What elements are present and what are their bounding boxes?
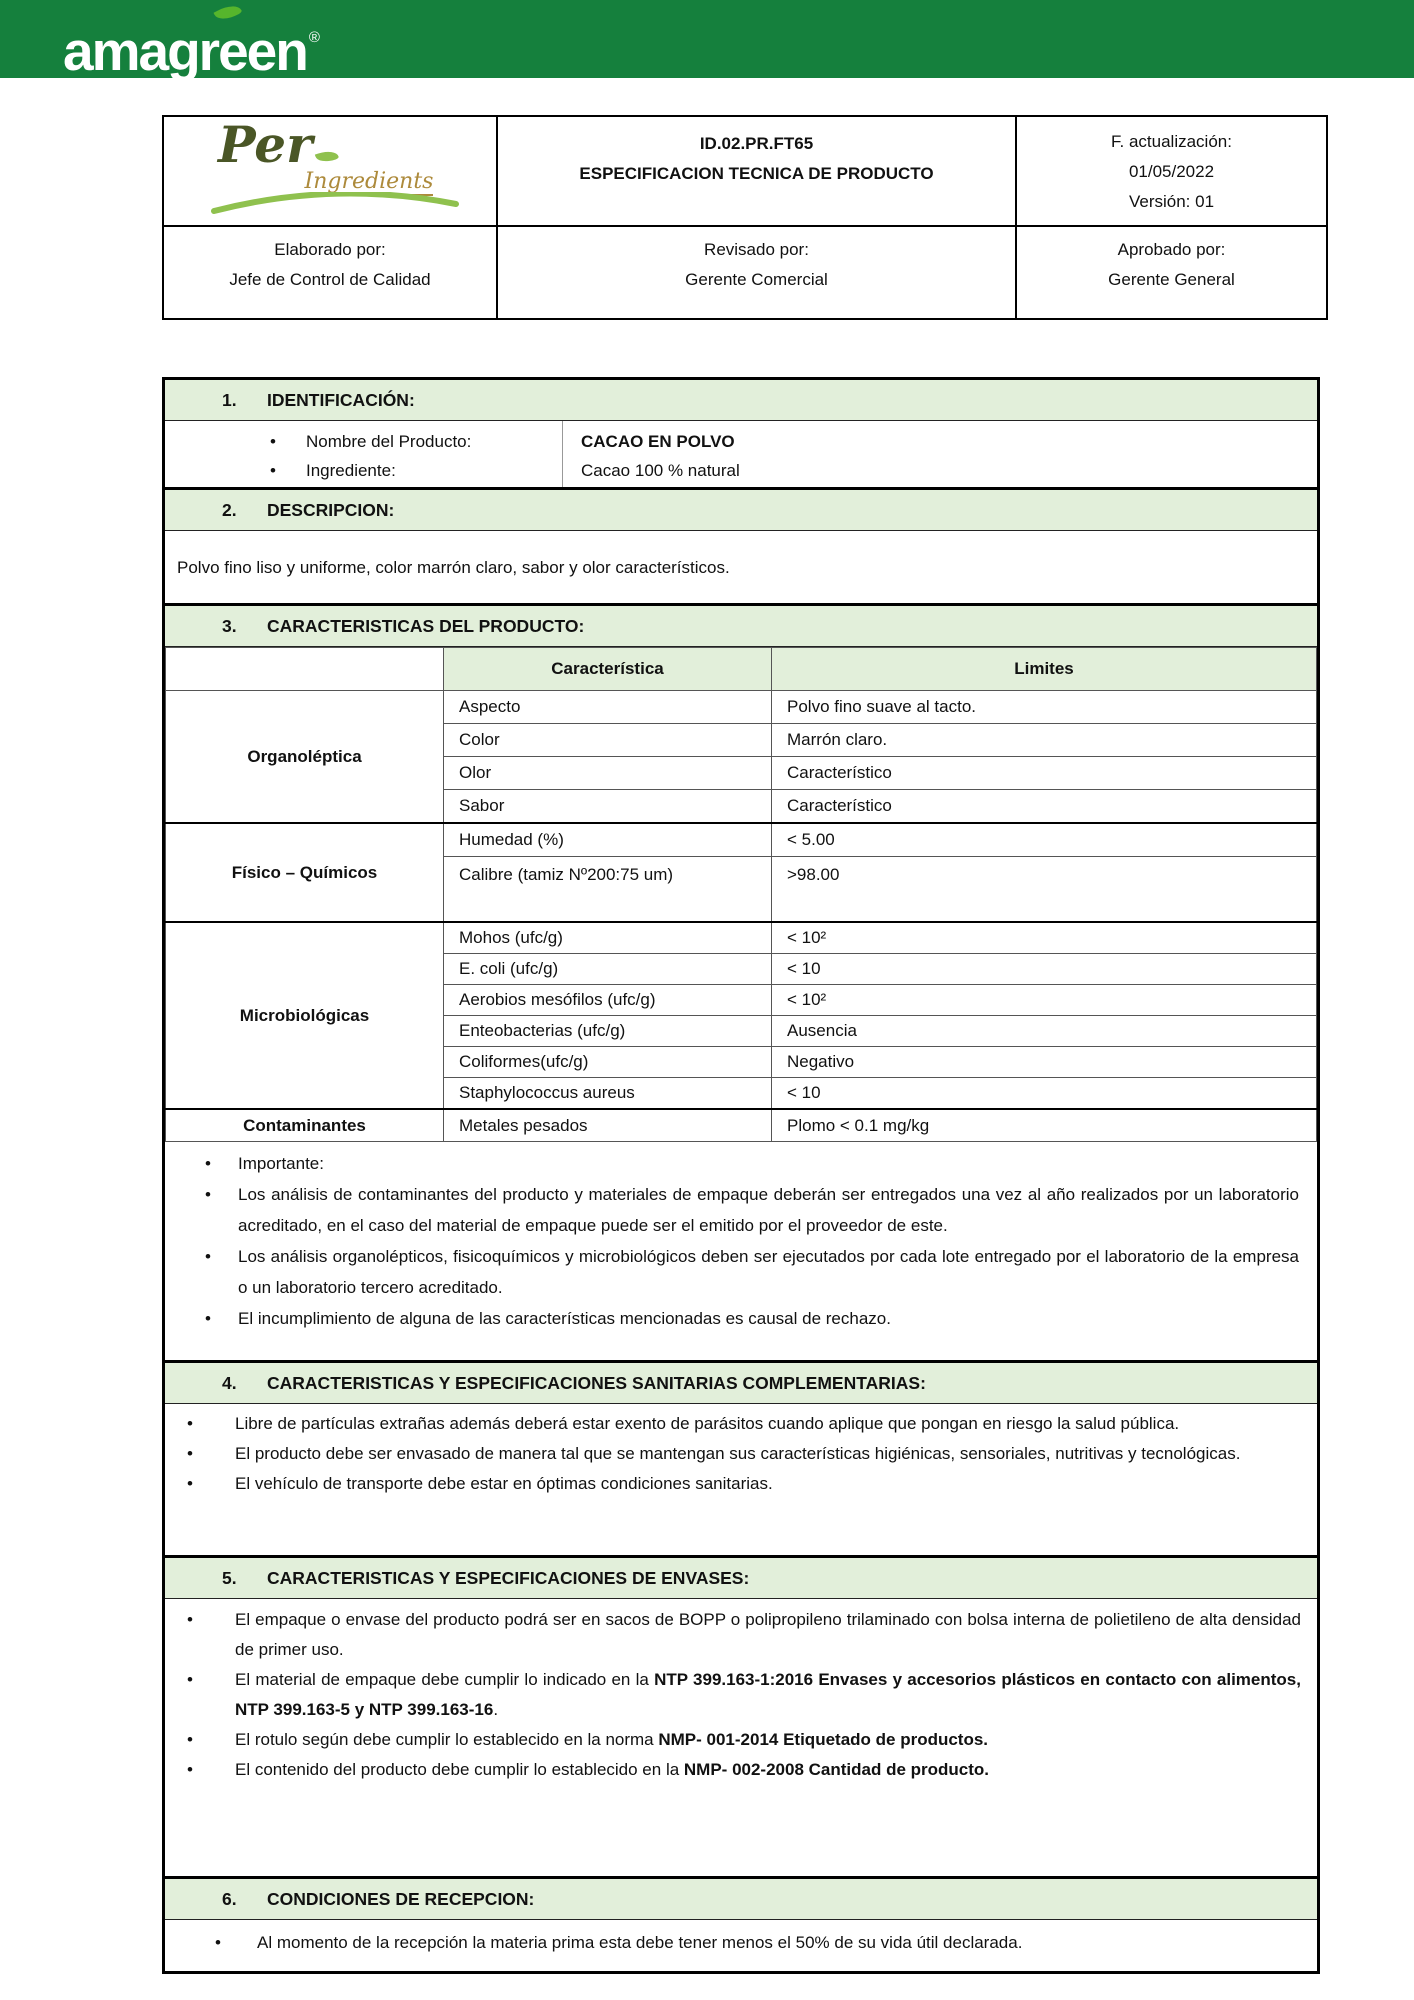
notes-list bbox=[165, 1142, 1317, 1360]
bullet-text: Al momento de la recepción la materia prima esta debe tener menos el 50% de su vida útil declarada. bbox=[257, 1933, 1023, 1952]
bullet-text: El material de empaque debe cumplir lo indicado en la NTP 399.163-1:2016 Envases y accesorios plásticos en contacto con alimentos, NTP 399.163-5 y NTP 399.163-16. bbox=[235, 1670, 1301, 1719]
bullet-text: El producto debe ser envasado de manera tal que se mantengan sus características higiénicas, sensoriales, nutritivas y tecnológicas. bbox=[235, 1444, 1241, 1463]
bullet-icon: • bbox=[270, 461, 276, 480]
field-row bbox=[165, 456, 562, 485]
limit-cell: < 10 bbox=[772, 954, 1317, 985]
reviewed-by: Gerente Comercial bbox=[685, 270, 828, 289]
list-item bbox=[165, 1469, 1317, 1499]
bullet-icon: • bbox=[187, 1474, 193, 1493]
section-3-title: CARACTERISTICAS DEL PRODUCTO: bbox=[267, 615, 585, 636]
bullet-icon: • bbox=[187, 1414, 193, 1433]
approved-by: Gerente General bbox=[1108, 270, 1235, 289]
norm-reference: NMP- 002-2008 Cantidad de producto. bbox=[683, 1760, 990, 1779]
section-6-title: CONDICIONES DE RECEPCION: bbox=[267, 1888, 535, 1909]
characteristic-cell: Calibre (tamiz Nº200:75 um) bbox=[444, 857, 772, 923]
bullet-icon: • bbox=[187, 1730, 193, 1749]
ingredient-label: Ingrediente: bbox=[306, 461, 396, 480]
list-item bbox=[165, 1755, 1317, 1785]
list-item bbox=[165, 1928, 1317, 1958]
section-4-number: 4. bbox=[222, 1372, 237, 1393]
characteristic-cell: Coliformes(ufc/g) bbox=[444, 1047, 772, 1078]
characteristic-cell: Staphylococcus aureus bbox=[444, 1078, 772, 1110]
list-item bbox=[165, 1409, 1317, 1439]
per-ingredients-text: Ingredients bbox=[304, 169, 434, 194]
doc-code: ID.02.PR.FT65 bbox=[699, 134, 814, 153]
bullet-icon: • bbox=[187, 1610, 193, 1629]
note-text: Los análisis organolépticos, fisicoquímicos y microbiológicos deben ser ejecutados por cada lote entregado por el laboratorio de la empresa o un laboratorio tercero acreditado. bbox=[238, 1247, 1299, 1297]
table-row bbox=[166, 691, 1317, 724]
group-cell-contaminantes: Contaminantes bbox=[166, 1109, 444, 1142]
amagreen-logo bbox=[63, 2, 320, 87]
limit-cell: Polvo fino suave al tacto. bbox=[772, 691, 1317, 724]
characteristic-cell: Metales pesados bbox=[444, 1109, 772, 1142]
doc-title-cell bbox=[497, 116, 1016, 226]
reception-bullets bbox=[165, 1920, 1317, 1971]
bullet-icon: • bbox=[215, 1933, 221, 1952]
per-swoosh-icon bbox=[210, 192, 460, 214]
note-item bbox=[165, 1303, 1317, 1334]
characteristic-column-header: Característica bbox=[444, 648, 772, 691]
bullet-text: El rotulo según debe cumplir lo establecido en la norma NMP- 001-2014 Etiquetado de productos. bbox=[235, 1730, 989, 1749]
characteristic-cell: Enteobacterias (ufc/g) bbox=[444, 1016, 772, 1047]
reviewed-label: Revisado por: bbox=[704, 240, 809, 259]
approved-cell bbox=[1016, 226, 1327, 319]
limit-cell: Negativo bbox=[772, 1047, 1317, 1078]
note-text: Los análisis de contaminantes del producto y materiales de empaque deberán ser entregados una vez al año realizados por un laboratorio acreditado, en el caso del material de empaque puede ser el emitido por el proveedor de este. bbox=[238, 1185, 1299, 1235]
note-text: Importante: bbox=[238, 1154, 324, 1173]
elaborated-by: Jefe de Control de Calidad bbox=[229, 270, 431, 289]
characteristic-cell: Aerobios mesófilos (ufc/g) bbox=[444, 985, 772, 1016]
characteristic-cell: Color bbox=[444, 724, 772, 757]
section-1-title: IDENTIFICACIÓN: bbox=[267, 389, 415, 410]
bullet-text: El vehículo de transporte debe estar en óptimas condiciones sanitarias. bbox=[235, 1474, 773, 1493]
per-ingredients-logo bbox=[180, 115, 480, 210]
bullet-icon: • bbox=[205, 1154, 211, 1173]
bullet-text: El empaque o envase del producto podrá ser en sacos de BOPP o polipropileno trilaminado con bolsa interna de polietileno de alta densidad de primer uso. bbox=[235, 1610, 1301, 1659]
product-name-label: Nombre del Producto: bbox=[306, 432, 472, 451]
table-row bbox=[166, 922, 1317, 954]
characteristics-header-row bbox=[166, 648, 1317, 691]
registered-mark: ® bbox=[308, 29, 320, 46]
limit-cell: Marrón claro. bbox=[772, 724, 1317, 757]
characteristic-cell: Humedad (%) bbox=[444, 823, 772, 857]
limit-cell: Plomo < 0.1 mg/kg bbox=[772, 1109, 1317, 1142]
section-1-number: 1. bbox=[222, 389, 237, 410]
section-2-header bbox=[165, 487, 1317, 531]
elaborated-cell bbox=[163, 226, 497, 319]
amagreen-wordmark: amagreen bbox=[63, 20, 307, 82]
norm-reference: NTP 399.163-1:2016 Envases y accesorios plásticos en contacto con alimentos, NTP 399.163-5 y NTP 399.163-16 bbox=[235, 1670, 1301, 1719]
limit-cell: Ausencia bbox=[772, 1016, 1317, 1047]
characteristic-cell: Olor bbox=[444, 757, 772, 790]
bullet-icon: • bbox=[205, 1247, 211, 1266]
bullet-text: El contenido del producto debe cumplir lo establecido en la NMP- 002-2008 Cantidad de producto. bbox=[235, 1760, 990, 1779]
per-wordmark: Per bbox=[218, 115, 313, 174]
table-row bbox=[166, 1109, 1317, 1142]
limit-cell: < 10 bbox=[772, 1078, 1317, 1110]
section-3-header bbox=[165, 603, 1317, 647]
doc-title: ESPECIFICACION TECNICA DE PRODUCTO bbox=[579, 164, 934, 183]
table-row bbox=[166, 823, 1317, 857]
reviewed-cell bbox=[497, 226, 1016, 319]
group-cell-fisico-quimicos: Físico – Químicos bbox=[166, 823, 444, 922]
specification-body bbox=[162, 377, 1320, 1974]
bullet-text: Libre de partículas extrañas además deberá estar exento de parásitos cuando aplique que pongan en riesgo la salud pública. bbox=[235, 1414, 1180, 1433]
bullet-icon: • bbox=[205, 1309, 211, 1328]
bullet-icon: • bbox=[205, 1185, 211, 1204]
section-4-header bbox=[165, 1360, 1317, 1404]
per-ingredients-logo-cell bbox=[163, 116, 497, 226]
limit-cell: >98.00 bbox=[772, 857, 1317, 923]
update-date: 01/05/2022 bbox=[1128, 162, 1215, 181]
approved-label: Aprobado por: bbox=[1117, 240, 1226, 259]
identification-area bbox=[165, 421, 1317, 487]
sanitary-bullets bbox=[165, 1404, 1317, 1555]
section-2-number: 2. bbox=[222, 499, 237, 520]
limit-cell: < 10² bbox=[772, 985, 1317, 1016]
note-text: El incumplimiento de alguna de las características mencionadas es causal de rechazo. bbox=[238, 1309, 891, 1328]
characteristics-table bbox=[165, 647, 1317, 1142]
section-5-number: 5. bbox=[222, 1567, 237, 1588]
packaging-bullets bbox=[165, 1599, 1317, 1876]
field-row bbox=[165, 427, 562, 456]
identification-labels bbox=[165, 421, 563, 487]
section-1-header bbox=[165, 380, 1317, 421]
note-item bbox=[165, 1148, 1317, 1179]
section-2-title: DESCRIPCION: bbox=[267, 499, 395, 520]
empty-corner-cell bbox=[166, 648, 444, 691]
section-5-header bbox=[165, 1555, 1317, 1599]
bullet-icon: • bbox=[187, 1444, 193, 1463]
brand-banner bbox=[0, 0, 1414, 82]
update-label: F. actualización: bbox=[1111, 132, 1232, 151]
note-item bbox=[165, 1179, 1317, 1241]
section-5-title: CARACTERISTICAS Y ESPECIFICACIONES DE ENVASES: bbox=[267, 1567, 750, 1588]
bullet-icon: • bbox=[187, 1670, 193, 1689]
version-label: Versión: 01 bbox=[1128, 192, 1215, 211]
bullet-icon: • bbox=[270, 432, 276, 451]
characteristic-cell: Mohos (ufc/g) bbox=[444, 922, 772, 954]
limit-cell: < 5.00 bbox=[772, 823, 1317, 857]
elaborated-label: Elaborado por: bbox=[274, 240, 386, 259]
list-item bbox=[165, 1725, 1317, 1755]
group-cell-organoleptica: Organoléptica bbox=[166, 691, 444, 824]
product-name-value: CACAO EN POLVO bbox=[581, 432, 735, 451]
limit-cell: Característico bbox=[772, 790, 1317, 824]
identification-values bbox=[563, 421, 1317, 487]
bullet-icon: • bbox=[187, 1760, 193, 1779]
note-item bbox=[165, 1241, 1317, 1303]
document-header-table bbox=[162, 115, 1328, 320]
description-text: Polvo fino liso y uniforme, color marrón claro, sabor y olor característicos. bbox=[177, 558, 730, 577]
group-cell-microbiologicas: Microbiológicas bbox=[166, 922, 444, 1109]
section-6-number: 6. bbox=[222, 1888, 237, 1909]
ingredient-value: Cacao 100 % natural bbox=[581, 461, 740, 480]
limit-cell: Característico bbox=[772, 757, 1317, 790]
limit-cell: < 10² bbox=[772, 922, 1317, 954]
list-item bbox=[165, 1439, 1317, 1469]
characteristic-cell: Aspecto bbox=[444, 691, 772, 724]
list-item bbox=[165, 1665, 1317, 1725]
list-item bbox=[165, 1605, 1317, 1665]
section-3-number: 3. bbox=[222, 615, 237, 636]
limits-column-header: Limites bbox=[772, 648, 1317, 691]
section-4-title: CARACTERISTICAS Y ESPECIFICACIONES SANITARIAS COMPLEMENTARIAS: bbox=[267, 1372, 926, 1393]
characteristic-cell: Sabor bbox=[444, 790, 772, 824]
section-6-header bbox=[165, 1876, 1317, 1920]
characteristic-cell: E. coli (ufc/g) bbox=[444, 954, 772, 985]
doc-version-cell bbox=[1016, 116, 1327, 226]
norm-reference: NMP- 001-2014 Etiquetado de productos. bbox=[658, 1730, 989, 1749]
per-leaf-icon bbox=[315, 148, 339, 165]
